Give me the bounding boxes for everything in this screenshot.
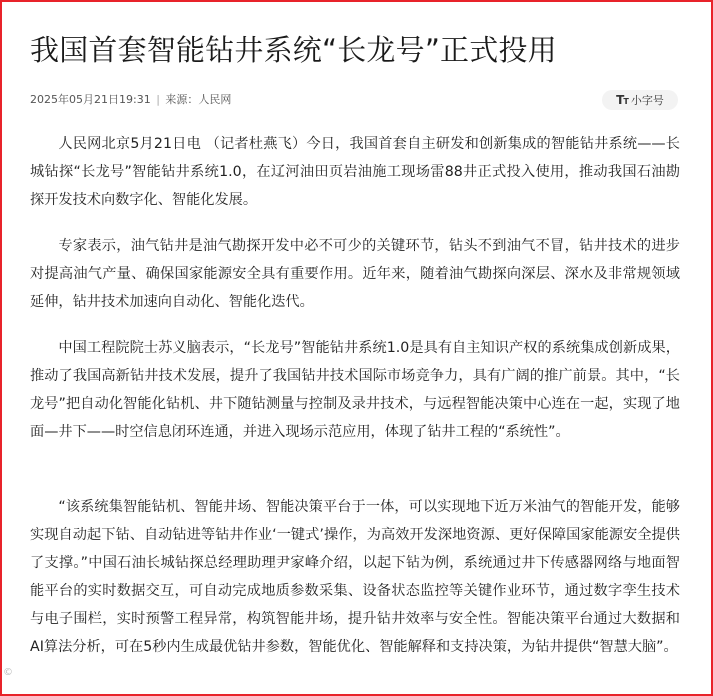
article-source: 来源：人民网 <box>165 93 232 106</box>
meta-separator: | <box>156 93 160 106</box>
font-size-icon <box>616 93 628 107</box>
font-size-toggle-button[interactable] <box>602 90 678 110</box>
article-paragraph: 专家表示，油气钻井是油气勘探开发中必不可少的关键环节，钻头不到油气不冒，钻井技术的进步对提高油气产量、确保国家能源安全具有重要作用。近年来，随着油气勘探向深层、深水及非常规领域延伸，钻井技术加速向自动化、智能化迭代。 <box>30 238 680 310</box>
font-size-icon-large: T <box>616 93 624 107</box>
article-meta <box>30 92 231 108</box>
article-paragraph: 人民网北京5月21日电 （记者杜燕飞）今日，我国首套自主研发和创新集成的智能钻井系统——长城钻探“长龙号”智能钻井系统1.0，在辽河油田页岩油施工现场雷88井正式投入使用，推动我国石油勘探开发技术向数字化、智能化发展。 <box>30 136 680 208</box>
article-paragraph: “该系统集智能钻机、智能井场、智能决策平台于一体，可以实现地下近万米油气的智能开发，能够实现自动起下钻、自动钻进等钻井作业‘一键式’操作，为高效开发深地资源、更好保障国家能源安全提供了支撑。”中国石油长城钻探总经理助理尹家峰介绍，以起下钻为例，系统通过井下传感器网络与地面智能平台的实时数据交互，可自动完成地质参数采集、设备状态监控等关键作业环节，通过数字孪生技术与电子围栏，实时预警工程异常，构筑智能井场，提升钻井效率与安全性。智能决策平台通过大数据和AI算法分析，可在5秒内生成最优钻井参数，智能优化、智能解释和支持决策，为钻井提供“智慧大脑”。 <box>30 499 680 655</box>
article-paragraph: 中国工程院院士苏义脑表示，“长龙号”智能钻井系统1.0是具有自主知识产权的系统集成创新成果，推动了我国高新钻井技术发展，提升了我国钻井技术国际市场竞争力，具有广阔的推广前景。其中，“长龙号”把自动化智能化钻机、井下随钻测量与控制及录井技术，与远程智能决策中心连在一起，实现了地面—井下——时空信息闭环连通，并进入现场示范应用，体现了钻井工程的“系统性”。 <box>30 340 680 440</box>
watermark-glyph: © <box>3 667 13 678</box>
article-title: 我国首套智能钻井系统“长龙号”正式投用 <box>30 33 557 67</box>
corner-watermark <box>3 667 13 678</box>
font-size-icon-small: T <box>623 97 628 106</box>
publish-date: 2025年05月21日19:31 <box>30 93 151 106</box>
font-size-toggle-label: 小字号 <box>630 94 664 107</box>
